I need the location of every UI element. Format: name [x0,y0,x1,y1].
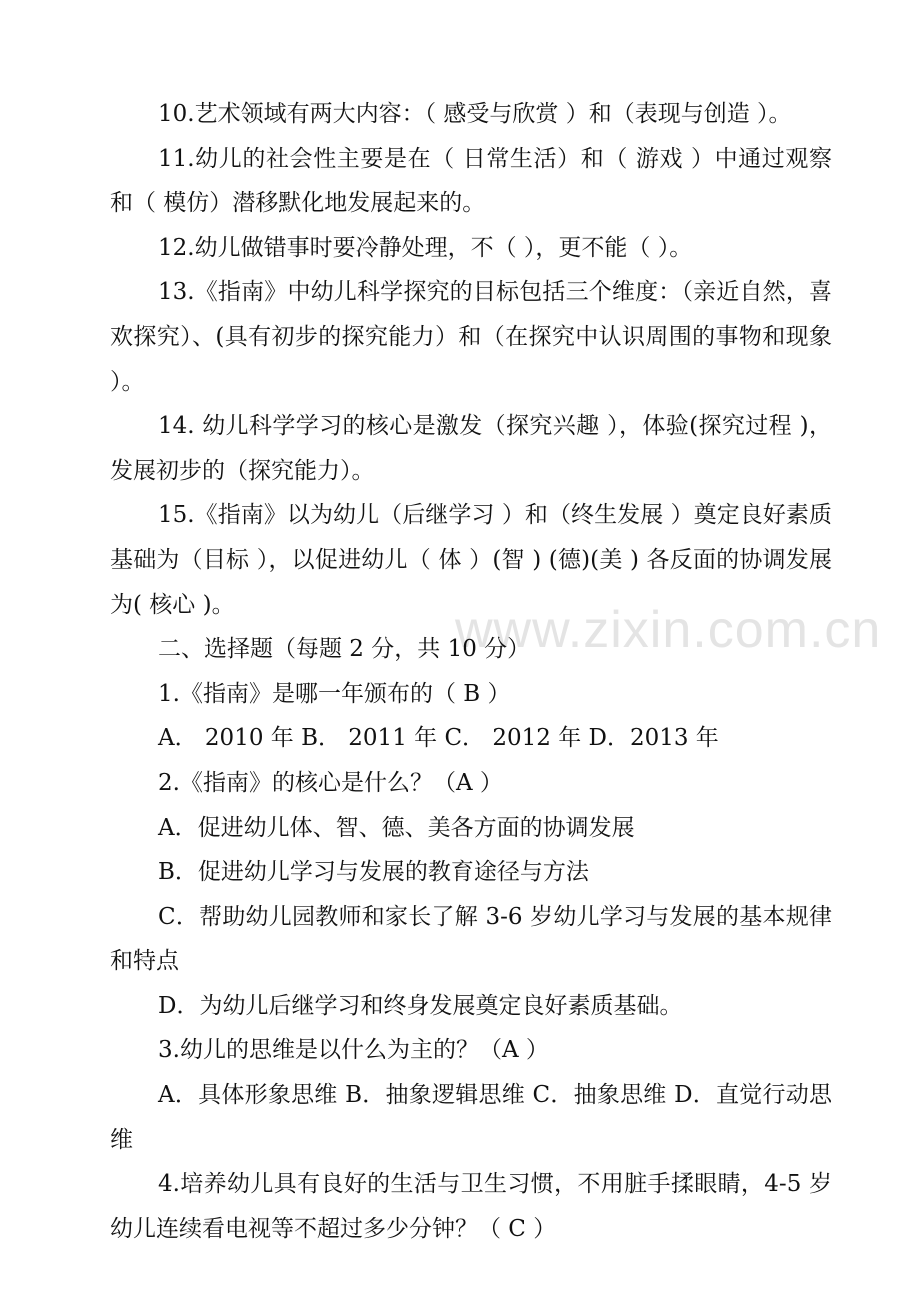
fill-blank-item-15: 15.《指南》以为幼儿（后继学习 ）和（终生发展 ）奠定良好素质基础为（目标 ），以促进幼儿（ 体 ）(智 ) (德)(美 ) 各反面的协调发展为( 核心 )。 [110,502,832,618]
choice-question-4: 4.培养幼儿具有良好的生活与卫生习惯，不用脏手揉眼睛，4-5 岁幼儿连续看电视等不超过多少分钟？（ C ） [110,1171,832,1242]
choice-option-2d: D．为幼儿后继学习和终身发展奠定良好素质基础。 [158,992,683,1019]
choice-option-2a: A．促进幼儿体、智、德、美各方面的协调发展 [158,814,635,841]
fill-blank-item-14: 14. 幼儿科学学习的核心是激发（探究兴趣 ），体验(探究过程 )，发展初步的（探究能力）。 [110,413,832,484]
choice-option-2b: B．促进幼儿学习与发展的教育途径与方法 [158,859,589,886]
fill-blank-item-11: 11.幼儿的社会性主要是在（ 日常生活）和（ 游戏 ）中通过观察和（ 模仿）潜移默化地发展起来的。 [110,145,832,217]
fill-blank-item-13: 13.《指南》中幼儿科学探究的目标包括三个维度：（亲近自然，喜欢探究）、(具有初步的探究能力）和（在探究中认识周围的事物和现象 ）。 [110,279,832,395]
document-body [110,92,832,1251]
choice-option-2c: C．帮助幼儿园教师和家长了解 3-6 岁幼儿学习与发展的基本规律和特点 [110,903,832,975]
choice-options-1: A． 2010 年 B． 2011 年 C． 2012 年 D．2013 年 [158,725,719,752]
watermark: www.zixin.com.cn [455,601,882,659]
choice-options-3: A．具体形象思维 B．抽象逻辑思维 C．抽象思维 D．直觉行动思维 [110,1082,832,1153]
choice-question-3: 3.幼儿的思维是以什么为主的？（A ） [158,1037,549,1064]
fill-blank-item-10: 10.艺术领域有两大内容：（ 感受与欣赏 ）和（表现与创造 ）。 [158,101,792,127]
section-heading-choice: 二、选择题（每题 2 分，共 10 分） [158,636,531,663]
fill-blank-item-12: 12.幼儿做错事时要冷静处理，不（ ），更不能（ ）。 [158,234,693,261]
choice-question-2: 2.《指南》的核心是什么？（A ） [158,769,503,796]
choice-question-1: 1.《指南》是哪一年颁布的（ B ） [158,680,511,707]
